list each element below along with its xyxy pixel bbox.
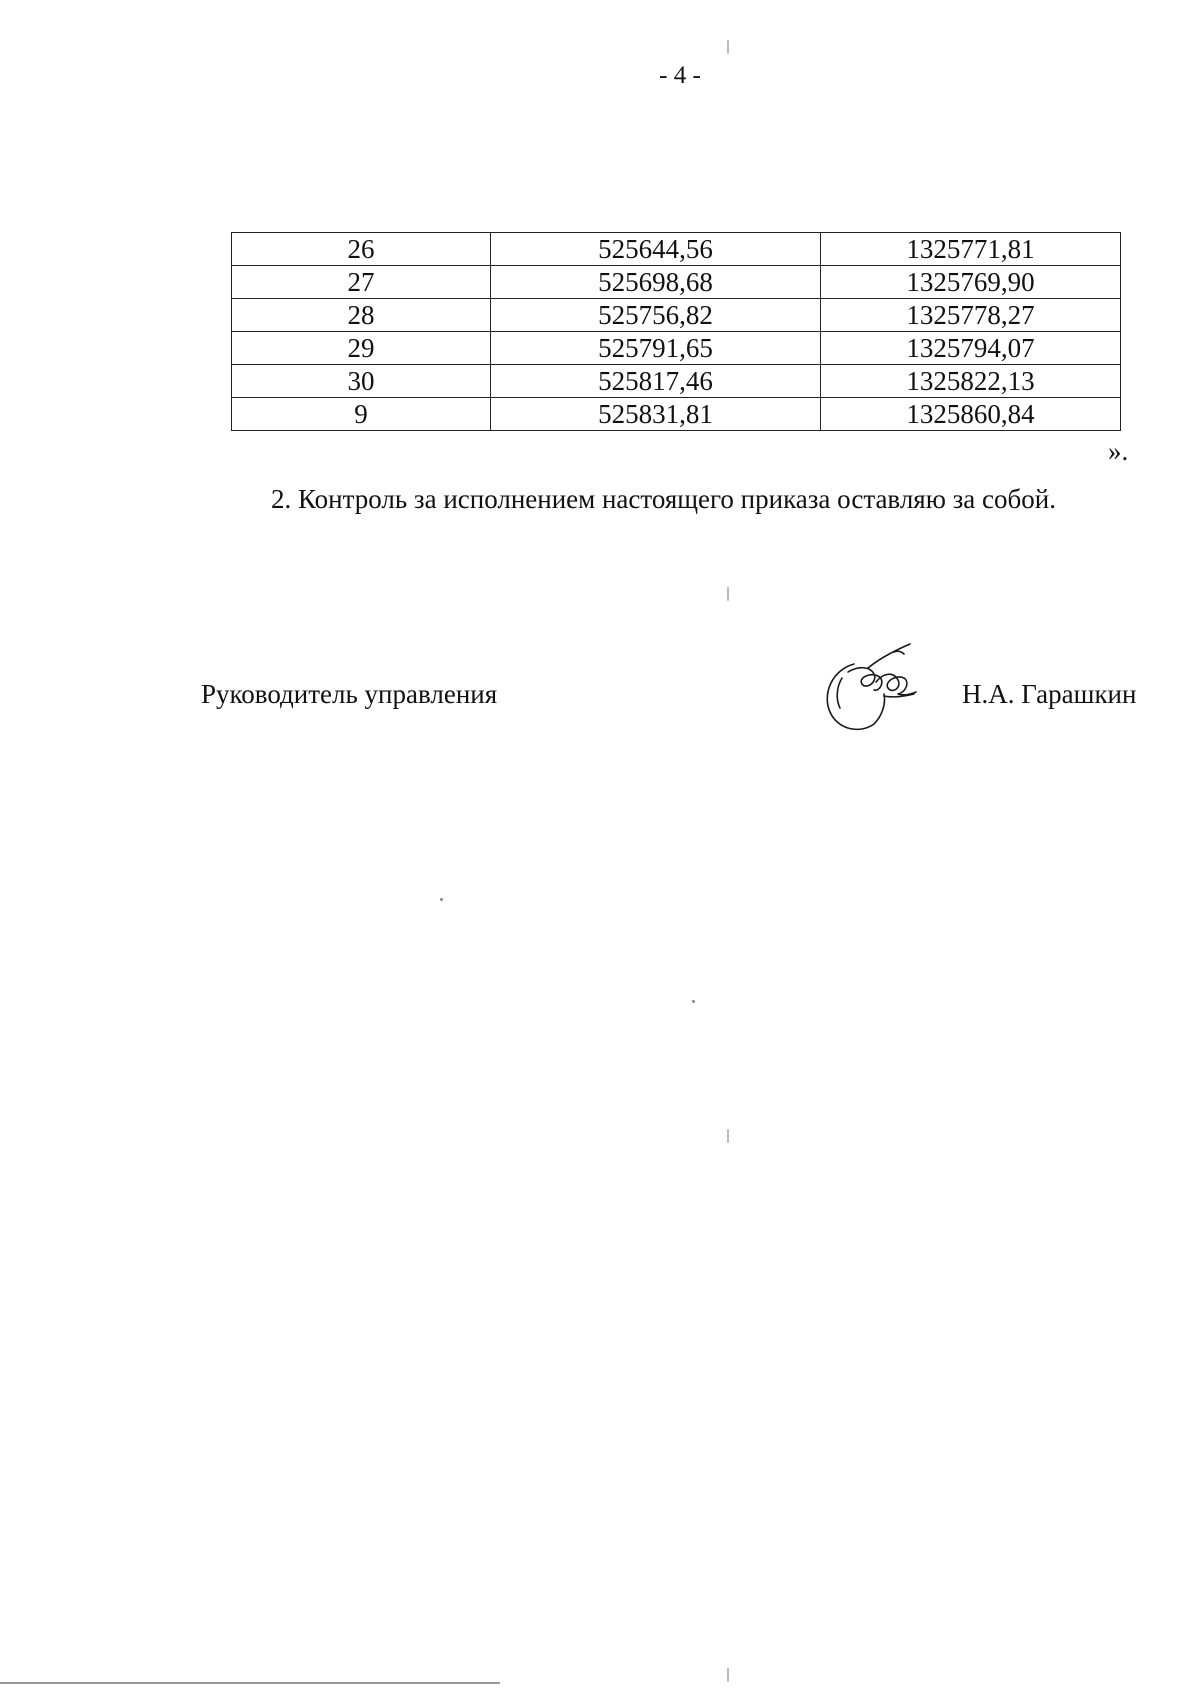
- closing-quote: ».: [1108, 436, 1129, 466]
- table-row: [232, 233, 1121, 266]
- scan-speck: [727, 587, 729, 601]
- page-number: - 4 -: [659, 62, 701, 89]
- table-row: [232, 299, 1121, 332]
- table-row: [232, 266, 1121, 299]
- scan-speck: [440, 898, 443, 901]
- y-coordinate-cell: 1325778,27: [821, 299, 1121, 332]
- point-number-cell: 9: [232, 398, 491, 431]
- table-row: [232, 398, 1121, 431]
- table-row: [232, 365, 1121, 398]
- x-coordinate-cell: 525791,65: [491, 332, 821, 365]
- point-number-cell: 29: [232, 332, 491, 365]
- point-number-cell: 26: [232, 233, 491, 266]
- scan-edge-line: [0, 1682, 500, 1684]
- x-coordinate-cell: 525698,68: [491, 266, 821, 299]
- x-coordinate-cell: 525756,82: [491, 299, 821, 332]
- x-coordinate-cell: 525644,56: [491, 233, 821, 266]
- signatory-position: Руководитель управления: [201, 679, 498, 709]
- coordinates-table: [231, 232, 1121, 431]
- handwritten-signature: [818, 642, 928, 745]
- scan-speck: [727, 1668, 729, 1682]
- table-row: [232, 332, 1121, 365]
- paragraph-2: 2. Контроль за исполнением настоящего приказа оставляю за собой.: [271, 484, 1056, 514]
- signatory-name: Н.А. Гарашкин: [962, 679, 1137, 709]
- scan-speck: [727, 40, 729, 54]
- y-coordinate-cell: 1325771,81: [821, 233, 1121, 266]
- x-coordinate-cell: 525831,81: [491, 398, 821, 431]
- point-number-cell: 27: [232, 266, 491, 299]
- x-coordinate-cell: 525817,46: [491, 365, 821, 398]
- scan-speck: [727, 1129, 729, 1143]
- scan-speck: [692, 1000, 695, 1003]
- y-coordinate-cell: 1325860,84: [821, 398, 1121, 431]
- y-coordinate-cell: 1325769,90: [821, 266, 1121, 299]
- y-coordinate-cell: 1325822,13: [821, 365, 1121, 398]
- y-coordinate-cell: 1325794,07: [821, 332, 1121, 365]
- point-number-cell: 30: [232, 365, 491, 398]
- point-number-cell: 28: [232, 299, 491, 332]
